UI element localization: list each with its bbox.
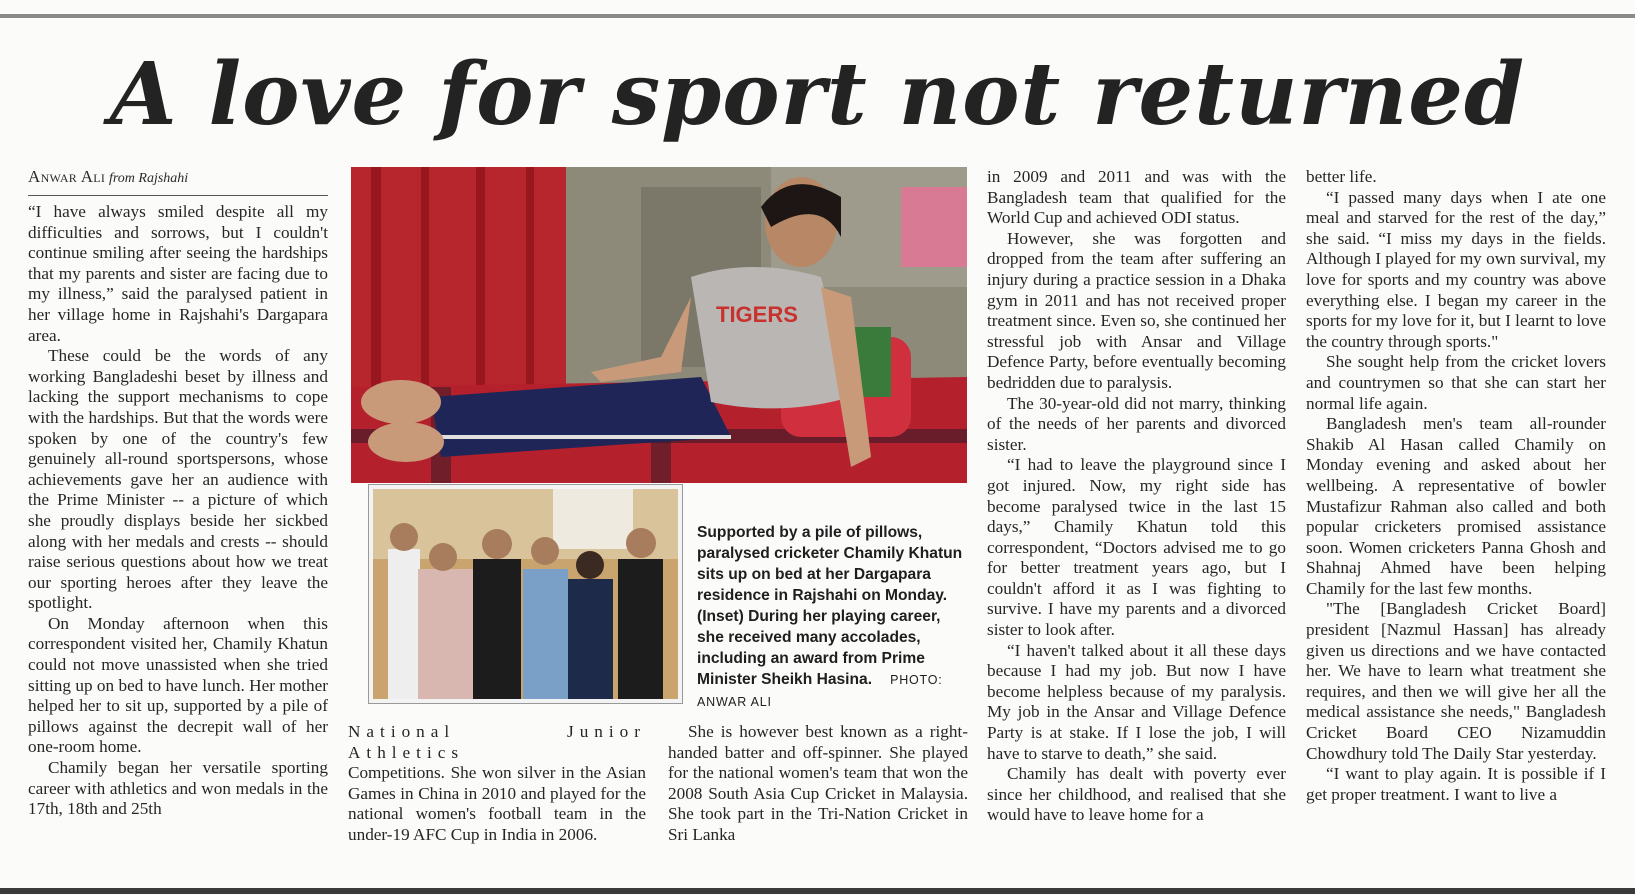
- paragraph: Competitions. She won silver in the Asian Games in China in 2010 and played for the national women's football team in the under-19 AFC Cup in India in 2006.: [348, 763, 646, 844]
- shirt-logo-text: TIGERS: [716, 302, 798, 327]
- paragraph: “I haven't talked about it all these days because I had my job. But now I have become helpless because of my paralysis. My job in the Ansar and Village Defence Party is at stake. If I lose the job, I will have to starve to death,” she said.: [987, 640, 1286, 763]
- paragraph: in 2009 and 2011 and was with the Bangladesh team that qualified for the World Cup and achieved ODI status.: [987, 167, 1286, 228]
- article-column-2: [348, 722, 646, 846]
- paragraph: She is however best known as a right-handed batter and off-spinner. She played for the national women's team that won the 2008 South Asia Cup Cricket in Malaysia. She took part in the Tri-Nation Cricket in Sri Lanka: [668, 722, 968, 844]
- inset-photo-illustration: [373, 489, 678, 699]
- main-photo: [351, 167, 967, 483]
- bottom-rule: [0, 888, 1635, 894]
- inset-photo: [369, 485, 682, 703]
- article-column-1: [28, 202, 328, 820]
- paragraph: “I had to leave the playground since I got injured. Now, my right side has become paralysed twice in the last 15 days,” Chamily Khatun told this correspondent, “Doctors advised me to go for better treatment years ago, but I couldn't afford it as I was fighting to survive. I have my parents and a divorced sister to look after.: [987, 455, 1286, 640]
- paragraph: "The [Bangladesh Cricket Board] president [Nazmul Hassan] has already given us directions and we have contacted her. We have to learn what treatment she requires, and then we will give her all the medical assistance she needs," Bangladesh Cricket Board CEO Nizamuddin Chowdhury told The Daily Star yesterday.: [1306, 599, 1606, 763]
- paragraph: These could be the words of any working Bangladeshi beset by illness and lacking the support mechanisms to cope with the hardships. But that the words were spoken by one of the country's few genuinely all-round sportspersons, whose achievements gave her an audience with the Prime Minister -- a picture of which she proudly displays beside her sickbed along with her medals and crests -- should raise serious questions about how we treat our sporting heroes after they leave the spotlight.: [28, 346, 328, 613]
- paragraph-spaced-line: National Junior Athletics: [348, 722, 646, 762]
- paragraph: “I want to play again. It is possible if I get proper treatment. I want to live a: [1306, 764, 1606, 804]
- paragraph: better life.: [1306, 167, 1377, 186]
- paragraph: She sought help from the cricket lovers and countrymen so that she can start her normal life again.: [1306, 352, 1606, 413]
- paragraph: Chamily has dealt with poverty ever since her childhood, and realised that she would have to leave home for a: [987, 764, 1286, 825]
- paragraph: However, she was forgotten and dropped from the team after suffering an injury during a practice session in a Dhaka gym in 2011 and has not received proper treatment since. Even so, she continued her stressful job with Ansar and Village Defence Party, before eventually becoming bedridden due to paralysis.: [987, 228, 1286, 392]
- top-rule: [0, 14, 1635, 18]
- paragraph: Chamily began her versatile sporting career with athletics and won medals in the 17th, 18th and 25th: [28, 758, 328, 819]
- photo-credit: PHOTO: ANWAR ALI: [697, 673, 943, 709]
- paragraph: On Monday afternoon when this correspondent visited her, Chamily Khatun could not move unassisted when she tried sitting up on bed to have lunch. Her mother helped her to sit up, supported by a pile of pillows against the decrepit wall of her one-room home.: [28, 613, 328, 757]
- article-column-4: [987, 167, 1286, 826]
- byline-author: Anwar Ali: [28, 167, 106, 186]
- photo-caption: [697, 522, 967, 713]
- paragraph: The 30-year-old did not marry, thinking of the needs of her parents and divorced sister.: [987, 393, 1286, 454]
- byline: [28, 167, 328, 196]
- main-photo-illustration: [351, 167, 967, 483]
- paragraph: “I passed many days when I ate one meal and starved for the rest of the day,” she said. “I miss my days in the fields. Although I played for my own survival, my love for sports and my country was above everything else. I began my career in the sports for my love for it, but I learnt to love the country through sports.": [1306, 187, 1606, 351]
- caption-text: Supported by a pile of pillows, paralysed cricketer Chamily Khatun sits up on bed at her Dargapara residence in Rajshahi on Monday. (Inset) During her playing career, she received many accolades, including an award from Prime Minister Sheikh Hasina.: [697, 524, 963, 688]
- article-column-5: [1306, 167, 1606, 805]
- article-column-3: [668, 722, 968, 846]
- paragraph: Bangladesh men's team all-rounder Shakib Al Hasan called Chamily on Monday evening and asked about her wellbeing. A representative of bowler Mustafizur Rahman also called and both popular cricketers promised assistance soon. Women cricketers Panna Ghosh and Shahnaj Ahmed have been helping Chamily for the last few months.: [1306, 414, 1606, 598]
- article-headline: A love for sport not returned: [109, 44, 1526, 145]
- paragraph: “I have always smiled despite all my difficulties and sorrows, but I couldn't continue smiling after seeing the hardships that my parents and sister are facing due to my illness,” said the paralysed patient in her village home in Rajshahi's Dargapara area.: [28, 202, 328, 345]
- byline-location: from Rajshahi: [108, 171, 189, 186]
